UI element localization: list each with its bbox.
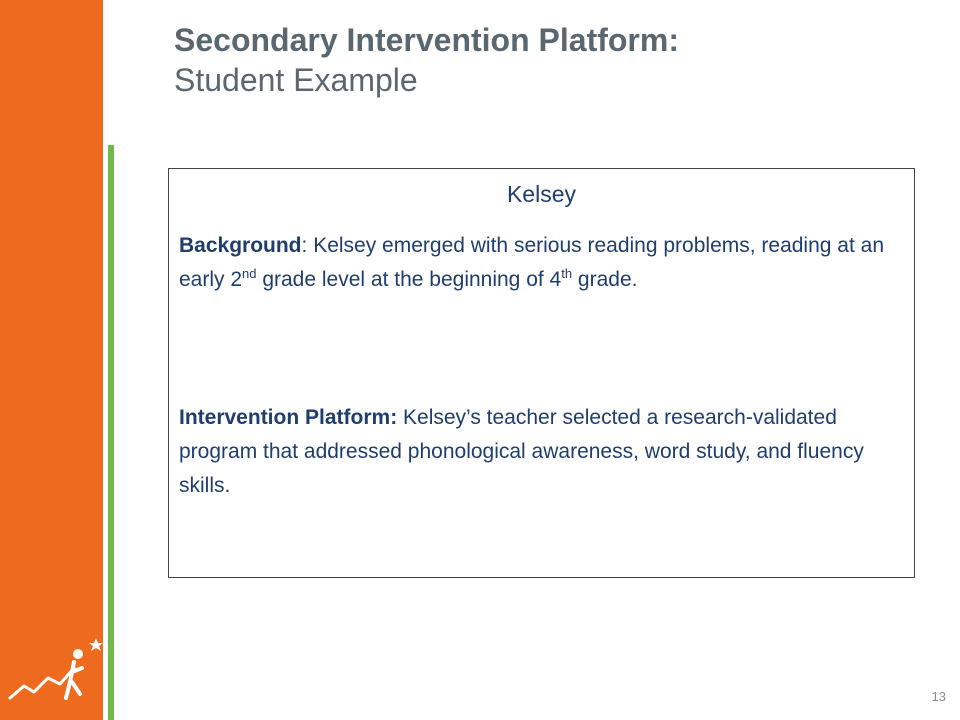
background-text-3: grade. [572,268,638,291]
intervention-text: Kelsey’s teacher selected a research-validated program that addressed phonological awareness, word study, and fluency skills. [179,406,864,497]
logo-icon [8,632,104,712]
student-example-card [168,168,915,578]
background-label: Background [179,234,302,257]
green-accent-bar [108,145,114,720]
title-line-2: Student Example [174,62,418,98]
page-number: 13 [931,689,946,704]
background-text-2: grade level at the beginning of 4 [256,268,562,291]
background-sup-2: th [561,266,573,281]
student-name: Kelsey [506,181,577,207]
slide-title [174,20,934,100]
background-paragraph [179,229,904,297]
background-sup-1: nd [242,266,257,281]
orange-side-bar [0,0,103,720]
intervention-paragraph [179,401,904,503]
background-separator: : [301,234,314,257]
background-text-1: Kelsey emerged with serious reading problems, reading at an early 2 [179,234,885,291]
intervention-label: Intervention Platform: [179,406,398,429]
title-line-1: Secondary Intervention Platform: [174,22,679,58]
